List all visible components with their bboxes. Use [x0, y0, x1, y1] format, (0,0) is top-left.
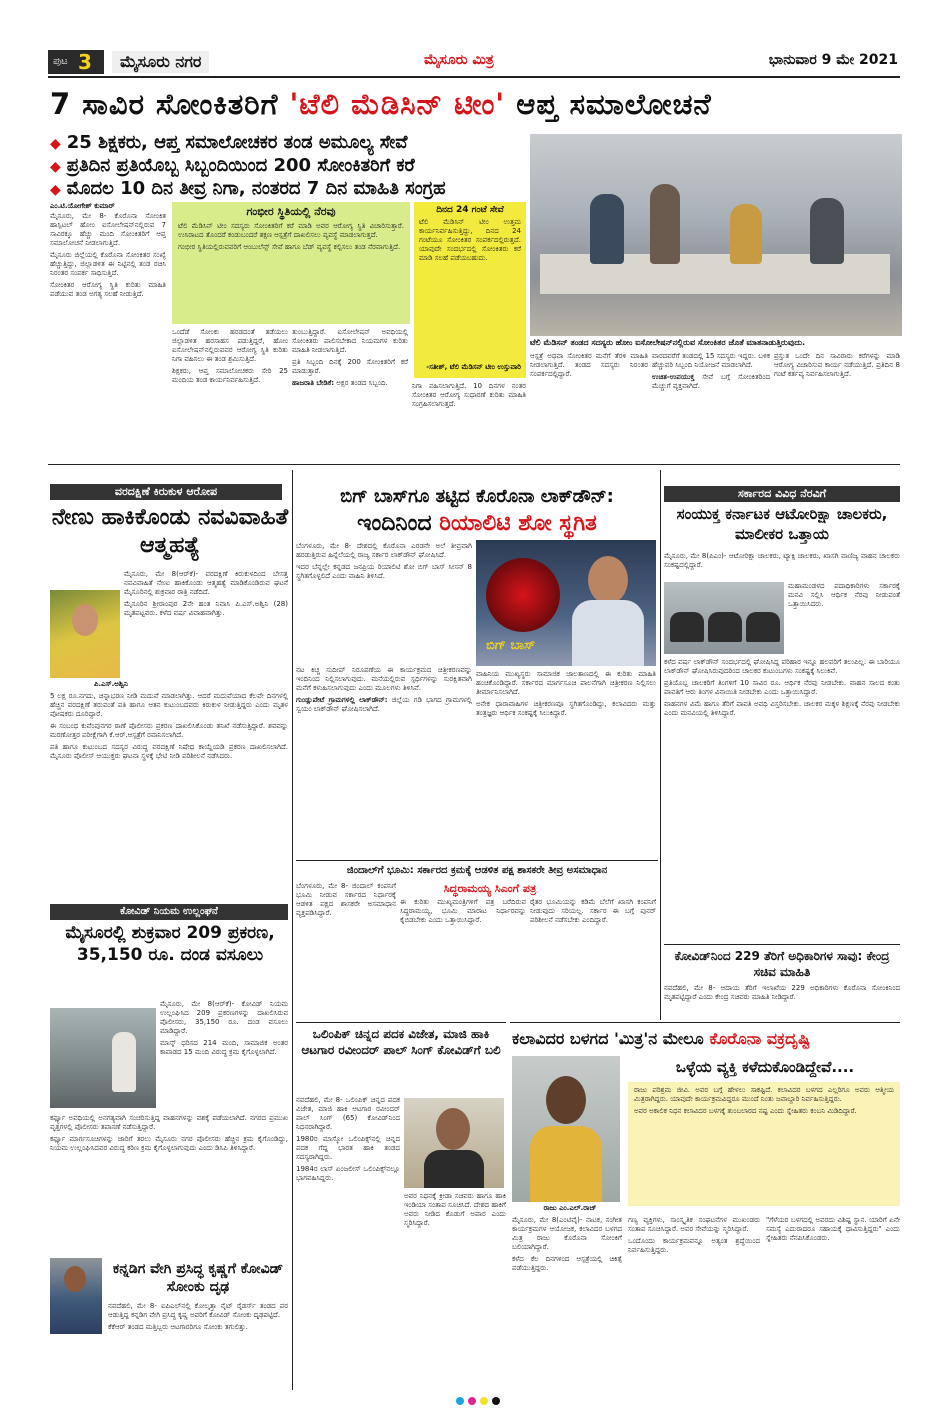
lead-byline: ಎಂ.ಟಿ.ಯೋಗೇಶ್ ಕುಮಾರ್: [50, 202, 115, 210]
column-rule: [660, 470, 661, 1020]
lead-bullets: [50, 132, 570, 201]
photo-body: [424, 1150, 484, 1188]
column-rule: [292, 470, 293, 1390]
mitra-body-col3: "ಗೆಳೆಯರ ಬಳಗದಲ್ಲಿ ಅವರದು ವಿಶಿಷ್ಟ ಸ್ಥಾನ. ಯಾರಿಗೆ ಏನೇ ಸಮಸ್ಯೆ ಎದುರಾದರೂ ಸಹಾಯಕ್ಕೆ ಧಾವಿಸುತ್ತಿದ್ದರು" ಎಂದು ಸ್ನೇಹಿತರು ನೆನಪಿಸಿಕೊಂಡರು.: [766, 1216, 900, 1242]
covid-cases-kicker: ಕೋವಿಡ್ ನಿಯಮ ಉಲ್ಲಂಘನೆ: [50, 904, 288, 920]
section-name: ಮೈಸೂರು ನಗರ: [112, 51, 209, 73]
print-registration-marks: [456, 1390, 516, 1400]
lead-body-col2: ಒಂದೆಡೆ ಸೋಂಕು ಹರಡದಂತೆ ತಡೆಯಲು ಜಿಲ್ಲಾಡಳಿತ ಹರಸಾಹಸ ಪಡುತ್ತಿದ್ದರೆ, ಹೋಂ ಐಸೋಲೇಷನ್‌ನಲ್ಲಿರುವವರ ಆರೋಗ್ಯ ಸ್ಥಿತಿ ಕುರಿತು ನಿಗಾ ವಹಿಸಲು ಈ ತಂಡ ಶ್ರಮಿಸುತ್ತಿದೆ. ಶಿಕ್ಷಕರು, ಆಪ್ತ ಸಮಾಲೋಚಕರು ಸೇರಿ 25 ಮಂದಿಯ ತಂಡ ಕಾರ್ಯನಿರ್ವಹಿಸುತ್ತಿದೆ.: [172, 328, 288, 384]
mitra-headline-black: ಕಲಾವಿದರ ಬಳಗದ 'ಮಿತ್ರ'ನ ಮೇಲೂ: [512, 1029, 704, 1048]
jindal-rule: [296, 860, 658, 861]
suicide-body-right: ಮೈಸೂರು, ಮೇ 8(ಆರ್‌ಕೆ)- ವರದಕ್ಷಿಣೆ ಕಿರುಕುಳದಿಂದ ಬೇಸತ್ತ ನವವಿವಾಹಿತೆ ನೇಣು ಹಾಕಿಕೊಂಡು ಆತ್ಮಹತ್ಯೆ ಮಾಡಿಕೊಂಡಿರುವ ಘಟನೆ ಮೈಸೂರಿನಲ್ಲಿ ಶುಕ್ರವಾರ ರಾತ್ರಿ ನಡೆದಿದೆ. ಮೈಸೂರಿನ ಶ್ರೀರಾಂಪುರ 2ನೇ ಹಂತ ನಿವಾಸಿ ಪಿ.ಎಸ್.ಅಶ್ವಿನಿ (28) ಮೃತಪಟ್ಟವರು. ಕಳೆದ ವರ್ಷ ವಿವಾಹವಾಗಿತ್ತು.: [124, 570, 288, 617]
bigboss-body-col3: ವಾಹಿನಿಯ ಮುಖ್ಯಸ್ಥರು ಸಾಮಾಜಿಕ ಜಾಲತಾಣದಲ್ಲಿ ಈ ಕುರಿತು ಮಾಹಿತಿ ಹಂಚಿಕೊಂಡಿದ್ದಾರೆ. ಸರ್ಕಾರದ ಮಾರ್ಗಸೂಚಿ ಪಾಲನೆಗಾಗಿ ಚಿತ್ರೀಕರಣ ನಿಲ್ಲಿಸಲು ತೀರ್ಮಾನಿಸಲಾಗಿದೆ. ಅನೇಕ ಧಾರಾವಾಹಿಗಳ ಚಿತ್ರೀಕರಣವೂ ಸ್ಥಗಿತಗೊಂಡಿದ್ದು, ಕಲಾವಿದರು ಮತ್ತು ತಂತ್ರಜ್ಞರು ಆರ್ಥಿಕ ಸಂಕಷ್ಟಕ್ಕೆ ಸಿಲುಕಿದ್ದಾರೆ.: [476, 670, 656, 717]
olympic-body-col1: ನವದೆಹಲಿ, ಮೇ 8- ಒಲಿಂಪಿಕ್ ಚಿನ್ನದ ಪದಕ ವಿಜೇತ, ಮಾಜಿ ಹಾಕಿ ಆಟಗಾರ ರವೀಂದರ್ ಪಾಲ್ ಸಿಂಗ್ (65) ಕೋವಿಡ್‌ನಿಂದ ನಿಧನರಾಗಿದ್ದಾರೆ. 1980ರ ಮಾಸ್ಕೋ ಒಲಿಂಪಿಕ್ಸ್‌ನಲ್ಲಿ ಚಿನ್ನದ ಪದಕ ಗೆದ್ದ ಭಾರತ ಹಾಕಿ ತಂಡದ ಸದಸ್ಯರಾಗಿದ್ದರು. 1984ರ ಲಾಸ್ ಏಂಜಲೀಸ್ ಒಲಿಂಪಿಕ್ಸ್‌ನಲ್ಲೂ ಭಾಗವಹಿಸಿದ್ದರು.: [296, 1096, 400, 1182]
covid-cases-photo: [50, 1008, 156, 1108]
magenta-dot: [468, 1397, 476, 1405]
lead-photo: [530, 134, 902, 336]
mitra-photo: [512, 1056, 620, 1202]
officers-headline: ಕೋವಿಡ್‌ನಿಂದ 229 ತೆರಿಗೆ ಅಧಿಕಾರಿಗಳ ಸಾವು: ಕೇಂದ್ರ ಸಚಿವ ಮಾಹಿತಿ: [674, 949, 890, 979]
newspaper-page: [40, 40, 910, 1390]
photo-face: [546, 1076, 586, 1124]
lead-headline-red: 'ಟೆಲಿ ಮೆಡಿಸಿನ್ ಟೀಂ': [289, 87, 506, 121]
olympic-rule: [296, 1022, 506, 1023]
photo-body: [572, 600, 644, 666]
photo-auto: [708, 612, 742, 642]
section-divider: [48, 464, 900, 465]
mitra-rule: [510, 1022, 900, 1023]
bigboss-subhead: ಗುಂಡ್ಲುಪೇಟೆ ಗ್ರಾಮಗಳಲ್ಲಿ ಲಾಕ್‌ಡೌನ್:: [296, 696, 388, 704]
mitra-headline-red: ಕೊರೊನಾ ವಕ್ರದೃಷ್ಟಿ: [709, 1029, 811, 1048]
info-box-green: [172, 202, 410, 324]
subhead-useful: ಉಚಿತ-ಉಪಯುಕ್ತ: [652, 373, 695, 381]
cricketer-photo: [50, 1258, 102, 1334]
suicide-kicker: ವರದಕ್ಷಿಣೆ ಕಿರುಕುಳ ಆರೋಪ: [50, 484, 282, 500]
covid-cases-body: ಕರ್ಫ್ಯೂ ಅವಧಿಯಲ್ಲಿ ಅನಗತ್ಯವಾಗಿ ಸಂಚರಿಸುತ್ತಿದ್ದ ವಾಹನಗಳನ್ನು ವಶಕ್ಕೆ ಪಡೆಯಲಾಗಿದೆ. ನಗರದ ಪ್ರಮುಖ ವೃತ್ತಗಳಲ್ಲಿ ಪೊಲೀಸರು ತಪಾಸಣೆ ನಡೆಸುತ್ತಿದ್ದಾರೆ. ಕರ್ಫ್ಯೂ ಮಾರ್ಗಸೂಚಿಗಳನ್ನು ಜಾರಿಗೆ ತರಲು ಮೈಸೂರು ನಗರ ಪೊಲೀಸರು ಹೆಚ್ಚಿನ ಕ್ರಮ ಕೈಗೊಂಡಿದ್ದು, ನಿಯಮ ಉಲ್ಲಂಘಿಸಿದವರ ವಿರುದ್ಧ ಕಠಿಣ ಕ್ರಮ ಕೈಗೊಳ್ಳಲಾಗುವುದು ಎಂದು ಡಿಸಿಪಿ ತಿಳಿಸಿದ್ದಾರೆ.: [50, 1114, 288, 1152]
photo-auto: [746, 612, 780, 642]
lead-photo-caption: ಟೆಲಿ ಮೆಡಿಸನ್ ತಂಡದ ಸದಸ್ಯರು ಹೋಂ ಐಸೋಲೇಷನ್‌ನಲ್ಲಿರುವ ಸೋಂಕಿತರ ಜೊತೆ ಮಾತನಾಡುತ್ತಿರುವುದು.: [530, 338, 806, 347]
info-box-credit: -ಸತೀಶ್, ಟೆಲಿ ಮೆಡಿಸನ್ ಟೀಂ ಉಸ್ತುವಾರಿ: [426, 363, 521, 371]
masthead: [48, 50, 898, 76]
bigboss-headline: [296, 510, 658, 538]
photo-person: [810, 198, 844, 264]
olympic-photo: [404, 1098, 504, 1188]
page-label: ಪುಟ: [53, 56, 68, 67]
suicide-photo-caption: ಪಿ.ಎಸ್.ಅಶ್ವಿನಿ: [94, 680, 128, 688]
auto-kicker: ಸರ್ಕಾರದ ವಿವಿಧ ನೆರವಿಗೆ: [664, 486, 900, 502]
info-box-title: ಗಂಭೀರ ಸ್ಥಿತಿಯಲ್ಲಿ ನೆರವು: [246, 205, 336, 218]
info-box-yellow: [414, 202, 526, 378]
lead-body-col3: ತುಂಬುತ್ತಿದ್ದಾರೆ. ಐಸೋಲೇಷನ್ ಅವಧಿಯಲ್ಲಿ ಸೋಂಕಿತರು ಪಾಲಿಸಬೇಕಾದ ನಿಯಮಗಳ ಕುರಿತು ಮಾಹಿತಿ ನೀಡಲಾಗುತ್ತಿದೆ. ಪ್ರತಿ ಸಿಬ್ಬಂದಿ ದಿನಕ್ಕೆ 200 ಸೋಂಕಿತರಿಗೆ ಕರೆ ಮಾಡುತ್ತಾರೆ. ಹಾಜರಾತಿ ಬೇಡಿಕೆ: ಅಕ್ಷರ ತಂಡದ ಸಿಬ್ಬಂದಿ.: [292, 328, 408, 387]
covid-cases-body-right: ಮೈಸೂರು, ಮೇ 8(ಆರ್‌ಕೆ)- ಕೋವಿಡ್ ನಿಯಮ ಉಲ್ಲಂಘಿಸಿದ 209 ಪ್ರಕರಣಗಳನ್ನು ದಾಖಲಿಸಿರುವ ಪೊಲೀಸರು, 35,150 ರೂ. ದಂಡ ವಸೂಲು ಮಾಡಿದ್ದಾರೆ. ಮಾಸ್ಕ್ ಧರಿಸದ 214 ಮಂದಿ, ಸಾಮಾಜಿಕ ಅಂತರ ಕಾಪಾಡದ 15 ಮಂದಿ ವಿರುದ್ಧ ಕ್ರಮ ಕೈಗೊಳ್ಳಲಾಗಿದೆ.: [160, 1000, 288, 1056]
jindal-subhead: ಸಿದ್ಧರಾಮಯ್ಯ ಸಿಎಂಗೆ ಪತ್ರ: [443, 882, 537, 895]
officers-body: ನವದೆಹಲಿ, ಮೇ 8- ಆದಾಯ ತೆರಿಗೆ ಇಲಾಖೆಯ 229 ಅಧಿಕಾರಿಗಳು ಕೊರೊನಾ ಸೋಂಕಿನಿಂದ ಮೃತಪಟ್ಟಿದ್ದಾರೆ ಎಂದು ಕೇಂದ್ರ ಸಚಿವರು ಮಾಹಿತಿ ನೀಡಿದ್ದಾರೆ.: [664, 984, 900, 1001]
photo-person: [730, 204, 762, 264]
mitra-intro-box: [628, 1082, 900, 1206]
mitra-body-col1: ಮೈಸೂರು, ಮೇ 8(ಎಂಟಿವೈ)- ನಾಟಕ, ಸಂಗೀತ ಕಾರ್ಯಕ್ರಮಗಳ ಆಯೋಜಕ, ಕಲಾವಿದರ ಬಳಗದ ಮಿತ್ರ ರಾಜು ಕೊರೊನಾ ಸೋಂಕಿಗೆ ಬಲಿಯಾಗಿದ್ದಾರೆ. ಕಳೆದ ಕೆಲ ದಿನಗಳಿಂದ ಆಸ್ಪತ್ರೆಯಲ್ಲಿ ಚಿಕಿತ್ಸೆ ಪಡೆಯುತ್ತಿದ್ದರು.: [512, 1216, 622, 1272]
lead-body-col4: ನಿಗಾ ವಹಿಸಲಾಗುತ್ತಿದೆ. 10 ದಿನಗಳ ನಂತರ ಸೋಂಕಿತರ ಆರೋಗ್ಯ ಸುಧಾರಣೆ ಕುರಿತು ಮಾಹಿತಿ ಸಂಗ್ರಹಿಸಲಾಗುತ್ತದೆ.: [412, 382, 526, 408]
auto-body: ಕಳೆದ ವರ್ಷ ಲಾಕ್‌ಡೌನ್ ಸಂದರ್ಭದಲ್ಲಿ ಘೋಷಿಸಿದ್ದ ಪರಿಹಾರ ಇನ್ನೂ ಹಲವರಿಗೆ ತಲುಪಿಲ್ಲ. ಈ ಬಾರಿಯೂ ಲಾಕ್‌ಡೌನ್ ಘೋಷಿಸಿರುವುದರಿಂದ ಚಾಲಕರ ಕುಟುಂಬಗಳು ಸಂಕಷ್ಟಕ್ಕೆ ಸಿಲುಕಿವೆ. ಪ್ರತಿಯೊಬ್ಬ ಚಾಲಕರಿಗೆ ತಿಂಗಳಿಗೆ 10 ಸಾವಿರ ರೂ. ಆರ್ಥಿಕ ನೆರವು ನೀಡಬೇಕು. ವಾಹನ ಸಾಲದ ಕಂತು ಪಾವತಿಗೆ ಆರು ತಿಂಗಳ ವಿನಾಯಿತಿ ನೀಡಬೇಕು ಎಂದು ಒತ್ತಾಯಿಸಿದ್ದಾರೆ. ವಾಹನಗಳ ವಿಮೆ ಹಾಗೂ ತೆರಿಗೆ ಪಾವತಿ ಅವಧಿ ವಿಸ್ತರಿಸಬೇಕು. ಚಾಲಕರ ಮಕ್ಕಳ ಶಿಕ್ಷಣಕ್ಕೆ ನೆರವು ನೀಡಬೇಕು ಎಂದು ಮನವಿಯಲ್ಲಿ ತಿಳಿಸಿದ್ದಾರೆ.: [664, 658, 900, 717]
lead-bullet: ◆ 25 ಶಿಕ್ಷಕರು, ಆಪ್ತ ಸಮಾಲೋಚಕರ ತಂಡ ಅಮೂಲ್ಯ ಸೇವೆ: [50, 132, 408, 153]
masthead-rule: [48, 76, 900, 78]
mitra-intro-text: ರಾಜು ಪರಿಶ್ರಮ ಜೀವಿ. ಅವರ ಬಗ್ಗೆ ಹೇಳಲು ಸಾಕಷ್ಟಿದೆ. ಕಲಾವಿದರ ಬಳಗದ ಎಲ್ಲರಿಗೂ ಅವರು ಆತ್ಮೀಯ ಮಿತ್ರರಾಗಿದ್ದರು. ಯಾವುದೇ ಕಾರ್ಯಕ್ರಮವಿದ್ದರೂ ಮುಂದೆ ನಿಂತು ಜವಾಬ್ದಾರಿ ನಿರ್ವಹಿಸುತ್ತಿದ್ದರು. ಅವರ ಅಕಾಲಿಕ ನಿಧನ ಕಲಾವಿದರ ಬಳಗಕ್ಕೆ ತುಂಬಲಾರದ ನಷ್ಟ ಎಂದು ಸ್ನೇಹಿತರು ಕಂಬನಿ ಮಿಡಿದಿದ್ದಾರೆ.: [634, 1086, 894, 1115]
jindal-body-col1: ಬೆಂಗಳೂರು, ಮೇ 8- ಜಿಂದಾಲ್ ಕಂಪನಿಗೆ ಭೂಮಿ ನೀಡುವ ಸರ್ಕಾರದ ನಿರ್ಧಾರಕ್ಕೆ ಆಡಳಿತ ಪಕ್ಷದ ಶಾಸಕರೇ ಅಸಮಾಧಾನ ವ್ಯಕ್ತಪಡಿಸಿದ್ದಾರೆ.: [296, 882, 396, 917]
photo-auto: [670, 612, 704, 642]
jindal-body-col2: ಈ ಕುರಿತು ಮುಖ್ಯಮಂತ್ರಿಗಳಿಗೆ ಪತ್ರ ಬರೆದಿರುವ ಸಿದ್ಧರಾಮಯ್ಯ, ಭೂಮಿ ಮಾರಾಟ ನಿರ್ಧಾರವನ್ನು ಕೈಬಿಡಬೇಕು ಎಂದು ಒತ್ತಾಯಿಸಿದ್ದಾರೆ.: [400, 898, 526, 924]
mitra-subhead: ಒಳ್ಳೆಯ ವ್ಯಕ್ತಿ ಕಳೆದುಕೊಂಡಿದ್ದೇವೆ....: [675, 1058, 855, 1076]
photo-face: [588, 556, 628, 604]
cyan-dot: [456, 1397, 464, 1405]
jindal-headline: ಜಿಂದಾಲ್‌ಗೆ ಭೂಮಿ: ಸರ್ಕಾರದ ಕ್ರಮಕ್ಕೆ ಆಡಳಿತ ಪಕ್ಷ ಶಾಸಕರೇ ತೀವ್ರ ಅಸಮಾಧಾನ: [346, 865, 608, 876]
bigboss-body-col2: ನಟ ಕಿಚ್ಚ ಸುದೀಪ್ ನಿರೂಪಣೆಯ ಈ ಕಾರ್ಯಕ್ರಮದ ಚಿತ್ರೀಕರಣವನ್ನು ಇಂದಿನಿಂದ ನಿಲ್ಲಿಸಲಾಗುವುದು. ಮನೆಯಲ್ಲಿರುವ ಸ್ಪರ್ಧಿಗಳನ್ನು ಸುರಕ್ಷಿತವಾಗಿ ಮನೆಗೆ ಕಳುಹಿಸಲಾಗುವುದು ಎಂದು ಮೂಲಗಳು ತಿಳಿಸಿವೆ. ಗುಂಡ್ಲುಪೇಟೆ ಗ್ರಾಮಗಳಲ್ಲಿ ಲಾಕ್‌ಡೌನ್: ಜಿಲ್ಲೆಯ ಗಡಿ ಭಾಗದ ಗ್ರಾಮಗಳಲ್ಲಿ ಸ್ವಯಂ ಲಾಕ್‌ಡೌನ್ ಘೋಷಿಸಲಾಗಿದೆ.: [296, 666, 472, 713]
page-number: 3: [78, 50, 92, 74]
bigboss-headline-red: ರಿಯಾಲಿಟಿ ಶೋ ಸ್ಥಗಿತ: [439, 511, 597, 536]
bigboss-body-col1: ಬೆಂಗಳೂರು, ಮೇ 8- ದೇಶದಲ್ಲಿ ಕೊರೊನಾ ಎರಡನೇ ಅಲೆ ತೀವ್ರವಾಗಿ ಹರಡುತ್ತಿರುವ ಹಿನ್ನೆಲೆಯಲ್ಲಿ ರಾಜ್ಯ ಸರ್ಕಾರ ಲಾಕ್‌ಡೌನ್ ಘೋಷಿಸಿದೆ. ಇದರ ಬೆನ್ನಲ್ಲೇ ಕನ್ನಡದ ಜನಪ್ರಿಯ ರಿಯಾಲಿಟಿ ಶೋ ಬಿಗ್ ಬಾಸ್ ಸೀಸನ್ 8 ಸ್ಥಗಿತಗೊಳ್ಳಲಿದೆ ಎಂದು ವಾಹಿನಿ ತಿಳಿಸಿದೆ.: [296, 542, 472, 580]
black-dot: [492, 1397, 500, 1405]
mitra-headline: [512, 1028, 902, 1050]
photo-person: [590, 194, 624, 264]
olympic-headline: ಒಲಿಂಪಿಕ್ ಚಿನ್ನದ ಪದಕ ವಿಜೇತ, ಮಾಜಿ ಹಾಕಿ ಆಟಗಾರ ರವೀಂದರ್ ಪಾಲ್ ಸಿಂಗ್ ಕೋವಿಡ್‌ಗೆ ಬಲಿ: [301, 1027, 501, 1057]
auto-body-top: ಮೈಸೂರು, ಮೇ 8(ಪಿಎಂ)- ಆಟೋರಿಕ್ಷಾ ಚಾಲಕರು, ಟ್ಯಾಕ್ಸಿ ಚಾಲಕರು, ಖಾಸಗಿ ವಾಣಿಜ್ಯ ವಾಹನ ಚಾಲಕರು ಸಂಕಷ್ಟದಲ್ಲಿದ್ದಾರೆ.: [664, 552, 900, 569]
photo-person: [650, 184, 680, 264]
lead-body-col6: ವಾರದವರೆಗೆ ತಂಡದಲ್ಲಿ 15 ಸದಸ್ಯರು ಇದ್ದರು. ಬಳಿಕ ಹೆಚ್ಚುವರಿ ಸಿಬ್ಬಂದಿ ನಿಯೋಜನೆ ಮಾಡಲಾಗಿದೆ. ಉಚಿತ-ಉಪಯುಕ್ತ ಸೇವೆ ಬಗ್ಗೆ ಸೋಂಕಿತರಿಂದ ಮೆಚ್ಚುಗೆ ವ್ಯಕ್ತವಾಗಿದೆ.: [652, 352, 770, 390]
officers-rule: [664, 944, 900, 945]
bigboss-kicker: ಬಿಗ್ ಬಾಸ್‌ಗೂ ತಟ್ಟಿದ ಕೊರೊನಾ ಲಾಕ್‌ಡೌನ್:: [340, 486, 614, 507]
info-box-body: ಟೆಲಿ ಮೆಡಿಸಿನ್ ಟೀಂ ಉತ್ತಮ ಕಾರ್ಯನಿರ್ವಹಿಸುತ್ತಿದ್ದು, ದಿನದ 24 ಗಂಟೆಯೂ ಸೋಂಕಿತರ ಸಂಪರ್ಕದಲ್ಲಿರುತ್ತದೆ. ಯಾವುದೇ ಸಂದರ್ಭದಲ್ಲಿ ಸೋಂಕಿತರು ಕರೆ ಮಾಡಿ ಸಲಹೆ ಪಡೆಯಬಹುದು.: [419, 218, 521, 262]
lead-body-col5: ಆಸ್ಪತ್ರೆ ಅಥವಾ ಸೋಂಕಿತರ ಮನೆಗೆ ತೆರಳಿ ಮಾಹಿತಿ ನೀಡಲಾಗುತ್ತಿದೆ. ತಂಡದ ಸದಸ್ಯರು ನಿರಂತರ ಸಂಪರ್ಕದಲ್ಲಿದ್ದಾರೆ.: [530, 352, 648, 378]
lead-body-col7: ಪ್ರಸ್ತುತ ಒಂದೇ ದಿನ ಸಾವಿರಾರು ಕರೆಗಳನ್ನು ಮಾಡಿ ಆರೋಗ್ಯ ವಿಚಾರಿಸುವ ಕಾರ್ಯ ನಡೆಯುತ್ತಿದೆ. ಪ್ರತಿದಿನ 8 ಗಂಟೆ ಕರ್ತವ್ಯ ನಿರ್ವಹಿಸಲಾಗುತ್ತಿದೆ.: [774, 352, 900, 378]
mitra-photo-caption: ರಾಜು ಎಂ.ಎಲ್.ರಾಜ್: [543, 1204, 597, 1212]
page-number-badge: [48, 50, 104, 74]
bigboss-logo: [486, 558, 560, 632]
suicide-body: 5 ಲಕ್ಷ ರೂ.ನಗದು, ಚಿನ್ನಾಭರಣ ನೀಡಿ ಮದುವೆ ಮಾಡಲಾಗಿತ್ತು. ಆದರೆ ಮದುವೆಯಾದ ಕೆಲವೇ ದಿನಗಳಲ್ಲಿ ಹೆಚ್ಚಿನ ವರದಕ್ಷಿಣೆ ತರುವಂತೆ ಪತಿ ಹಾಗೂ ಆತನ ಕುಟುಂಬದವರು ಕಿರುಕುಳ ನೀಡುತ್ತಿದ್ದರು ಎಂದು ಮೃತಳ ಪೋಷಕರು ದೂರಿದ್ದಾರೆ. ಈ ಸಂಬಂಧ ಕುವೆಂಪುನಗರ ಠಾಣೆ ಪೊಲೀಸರು ಪ್ರಕರಣ ದಾಖಲಿಸಿಕೊಂಡು ತನಿಖೆ ನಡೆಸುತ್ತಿದ್ದಾರೆ. ಶವವನ್ನು ಮರಣೋತ್ತರ ಪರೀಕ್ಷೆಗಾಗಿ ಕೆ.ಆರ್.ಆಸ್ಪತ್ರೆಗೆ ರವಾನಿಸಲಾಗಿದೆ. ಪತಿ ಹಾಗೂ ಕುಟುಂಬದ ಸದಸ್ಯರ ವಿರುದ್ಧ ವರದಕ್ಷಿಣೆ ನಿಷೇಧ ಕಾಯ್ದೆಯಡಿ ಪ್ರಕರಣ ದಾಖಲಿಸಲಾಗಿದೆ. ಮೈಸೂರು ಪೊಲೀಸ್ ಆಯುಕ್ತರು ಘಟನಾ ಸ್ಥಳಕ್ಕೆ ಭೇಟಿ ನೀಡಿ ಪರಿಶೀಲನೆ ನಡೆಸಿದರು.: [50, 692, 288, 760]
lead-bullet: ◆ ಪ್ರತಿದಿನ ಪ್ರತಿಯೊಬ್ಬ ಸಿಬ್ಬಂದಿಯಿಂದ 200 ಸೋಂಕಿತರಿಗೆ ಕರೆ: [50, 155, 415, 176]
info-box-body: ಟೆಲಿ ಮೆಡಿಸಿನ್ ಟೀಂ ಸದಸ್ಯರು ಸೋಂಕಿತರಿಗೆ ಕರೆ ಮಾಡಿ ಅವರ ಆರೋಗ್ಯ ಸ್ಥಿತಿ ವಿಚಾರಿಸುತ್ತಾರೆ. ಉಸಿರಾಟದ ತೊಂದರೆ ಕಂಡುಬಂದರೆ ತಕ್ಷಣ ಆಸ್ಪತ್ರೆಗೆ ದಾಖಲಿಸಲು ವ್ಯವಸ್ಥೆ ಮಾಡಲಾಗುತ್ತದೆ. ಗಂಭೀರ ಸ್ಥಿತಿಯಲ್ಲಿರುವವರಿಗೆ ಆಂಬುಲೆನ್ಸ್ ಸೇವೆ ಹಾಗೂ ಬೆಡ್ ವ್ಯವಸ್ಥೆ ಕಲ್ಪಿಸಲು ತಂಡ ನೆರವಾಗುತ್ತಿದೆ.: [178, 222, 404, 251]
bigboss-logo-text: ಬಿಗ್ ಬಾಸ್: [486, 638, 536, 653]
bigboss-photo: [476, 540, 656, 666]
auto-photo: [664, 582, 784, 654]
photo-person: [112, 1032, 136, 1092]
bigboss-headline-black: ಇಂದಿನಿಂದ: [357, 511, 432, 536]
suicide-headline: ನೇಣು ಹಾಕಿಕೊಂಡು ನವವಿವಾಹಿತೆ ಆತ್ಮಹತ್ಯೆ: [51, 505, 289, 558]
lead-body-col1: ಮೈಸೂರು, ಮೇ 8- ಕೊರೊನಾ ಸೋಂಕಿತ ಹಾಸ್ಪಿಟಲ್ ಹೋಂ ಐಸೋಲೇಷನ್‌ನಲ್ಲಿರುವ 7 ಸಾವಿರಕ್ಕೂ ಹೆಚ್ಚು ಮಂದಿ ಸೋಂಕಿತರಿಗೆ ಆಪ್ತ ಸಮಾಲೋಚನೆ ನೀಡಲಾಗುತ್ತಿದೆ. ಮೈಸೂರು ಜಿಲ್ಲೆಯಲ್ಲಿ ಕೊರೊನಾ ಸೋಂಕಿತರ ಸಂಖ್ಯೆ ಹೆಚ್ಚುತ್ತಿದ್ದು, ಜಿಲ್ಲಾಡಳಿತ ಈ ನಿಟ್ಟಿನಲ್ಲಿ ತಂಡ ರಚಿಸಿ ನಿರಂತರ ಸಂಪರ್ಕ ಸಾಧಿಸುತ್ತಿದೆ. ಸೋಂಕಿತರ ಆರೋಗ್ಯ ಸ್ಥಿತಿ ಕುರಿತು ಮಾಹಿತಿ ಪಡೆಯುವ ತಂಡ ಅಗತ್ಯ ಸಲಹೆ ನೀಡುತ್ತಿದೆ.: [50, 212, 166, 298]
paper-name: ಮೈಸೂರು ಮಿತ್ರ: [424, 52, 494, 68]
photo-face: [64, 1266, 86, 1292]
yellow-dot: [480, 1397, 488, 1405]
covid-cases-headline: ಮೈಸೂರಲ್ಲಿ ಶುಕ್ರವಾರ 209 ಪ್ರಕರಣ, 35,150 ರೂ. ದಂಡ ವಸೂಲು: [65, 923, 275, 965]
issue-date: ಭಾನುವಾರ 9 ಮೇ 2021: [768, 52, 898, 68]
jindal-body-col3: ರೈತರ ಭೂಮಿಯನ್ನು ಕಡಿಮೆ ಬೆಲೆಗೆ ಖಾಸಗಿ ಕಂಪನಿಗೆ ನೀಡುವುದು ಸರಿಯಲ್ಲ. ಸರ್ಕಾರ ಈ ಬಗ್ಗೆ ಪುನರ್ ಪರಿಶೀಲನೆ ನಡೆಸಬೇಕು ಎಂದಿದ್ದಾರೆ.: [530, 898, 656, 924]
photo-face: [436, 1108, 470, 1150]
lead-headline: [50, 82, 905, 126]
suicide-photo: [50, 590, 120, 678]
mitra-body-col2: ಗಣ್ಯ ವ್ಯಕ್ತಿಗಳು, ಸಾಂಸ್ಕೃತಿಕ ಸಂಘಟನೆಗಳ ಮುಖಂಡರು ಸಂತಾಪ ಸೂಚಿಸಿದ್ದಾರೆ. ಅವರ ಸೇವೆಯನ್ನು ಸ್ಮರಿಸಿದ್ದಾರೆ. ಒಂದೊಂದು ಕಾರ್ಯಕ್ರಮವನ್ನೂ ಅತ್ಯಂತ ಶ್ರದ್ಧೆಯಿಂದ ನಿರ್ವಹಿಸುತ್ತಿದ್ದರು.: [628, 1216, 760, 1254]
photo-body: [530, 1126, 602, 1202]
cricketer-body: ನವದೆಹಲಿ, ಮೇ 8- ಐಪಿಎಲ್‌ನಲ್ಲಿ ಕೋಲ್ಕತ್ತಾ ನೈಟ್ ರೈಡರ್ಸ್ ತಂಡದ ಪರ ಆಡುತ್ತಿದ್ದ ಕನ್ನಡಿಗ ವೇಗಿ ಪ್ರಸಿದ್ಧ ಕೃಷ್ಣ ಅವರಿಗೆ ಕೋವಿಡ್ ಸೋಂಕು ದೃಢಪಟ್ಟಿದೆ. ಕೆಕೆಆರ್ ತಂಡದ ಮತ್ತಿಬ್ಬರು ಆಟಗಾರರಿಗೂ ಸೋಂಕು ತಗುಲಿತ್ತು.: [108, 1302, 288, 1331]
photo-face: [72, 604, 98, 636]
info-box-title: ದಿನದ 24 ಗಂಟೆ ಸೇವೆ: [436, 205, 504, 215]
auto-headline: ಸಂಯುಕ್ತ ಕರ್ನಾಟಕ ಆಟೋರಿಕ್ಷಾ ಚಾಲಕರು, ಮಾಲೀಕರ ಒತ್ತಾಯ: [676, 505, 888, 543]
lead-headline-black: 7 ಸಾವಿರ ಸೋಂಕಿತರಿಗೆ: [50, 87, 279, 121]
auto-body-right: ಮಹಾಮಂಡಳದ ಪದಾಧಿಕಾರಿಗಳು ಸರ್ಕಾರಕ್ಕೆ ಮನವಿ ಸಲ್ಲಿಸಿ ಆರ್ಥಿಕ ನೆರವು ನೀಡುವಂತೆ ಒತ್ತಾಯಿಸಿದರು.: [788, 582, 900, 608]
cricketer-headline: ಕನ್ನಡಿಗ ವೇಗಿ ಪ್ರಸಿದ್ಧ ಕೃಷ್ಣಗೆ ಕೋವಿಡ್ ಸೋಂಕು ದೃಢ: [112, 1261, 284, 1295]
subhead-attendance: ಹಾಜರಾತಿ ಬೇಡಿಕೆ:: [292, 379, 335, 387]
lead-headline-tail: ಆಪ್ತ ಸಮಾಲೋಚನೆ: [516, 87, 712, 121]
lead-bullet: ◆ ಮೊದಲ 10 ದಿನ ತೀವ್ರ ನಿಗಾ, ನಂತರದ 7 ದಿನ ಮಾಹಿತಿ ಸಂಗ್ರಹ: [50, 178, 446, 199]
olympic-body-col2: ಅವರ ನಿಧನಕ್ಕೆ ಕ್ರೀಡಾ ಸಚಿವರು ಹಾಗೂ ಹಾಕಿ ಇಂಡಿಯಾ ಸಂತಾಪ ಸೂಚಿಸಿದೆ. ದೇಶದ ಹಾಕಿಗೆ ಅವರು ನೀಡಿದ ಕೊಡುಗೆ ಅಪಾರ ಎಂದು ಸ್ಮರಿಸಿದ್ದಾರೆ.: [404, 1192, 506, 1227]
